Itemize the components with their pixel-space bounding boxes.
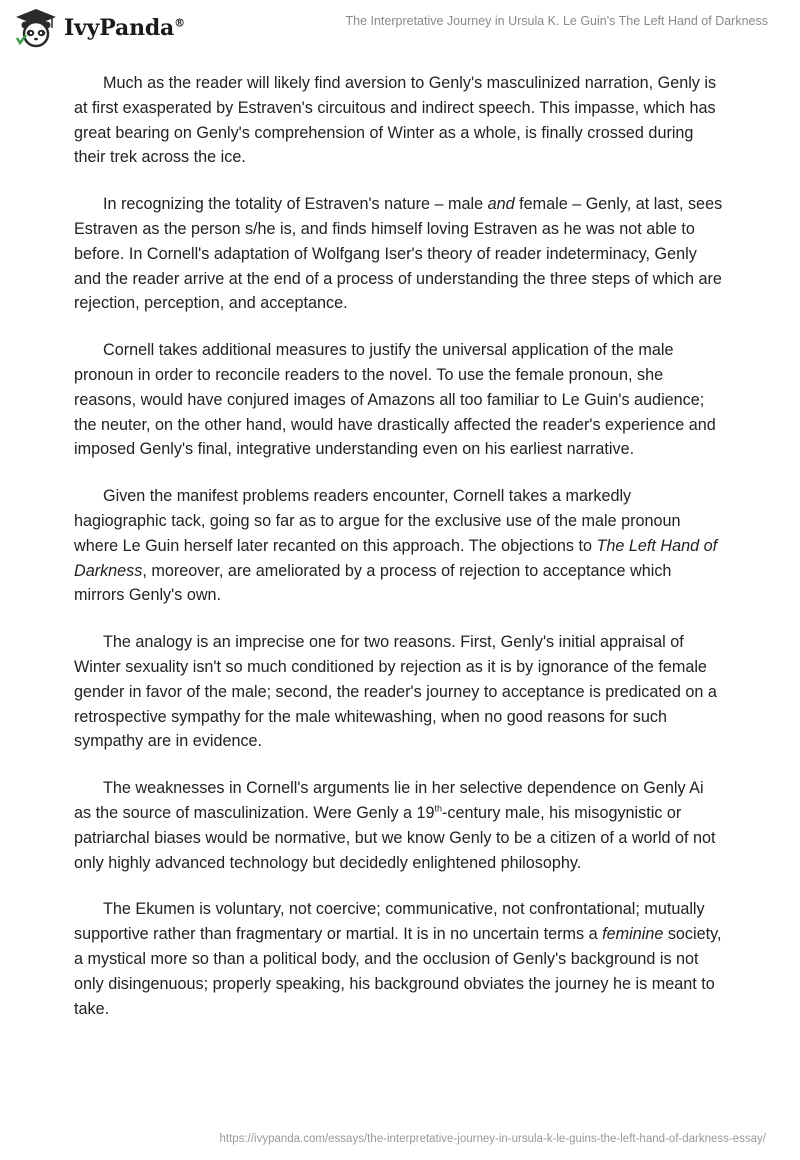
paragraph: The analogy is an imprecise one for two reasons. First, Genly's initial appraisal of Winter sexuality isn't so much conditioned by rejection as it is by ignorance of the female gender in favor of the male; second, the reader's journey to acceptance is predicated on a retrospective sympathy for the male whitewashing, when no good reasons for such sympathy are in evidence. — [74, 633, 717, 751]
document-title: The Interpretative Journey in Ursula K. Le Guin's The Left Hand of Darkness — [345, 14, 768, 28]
paragraph: Given the manifest problems readers encounter, Cornell takes a markedly hagiographic tack, going so far as to argue for the exclusive use of the male pronoun where Le Guin herself later recanted on this approach. The objections to The Left Hand of Darkness, moreover, are ameliorated by a process of rejection to acceptance which mirrors Genly's own. — [74, 487, 718, 605]
paragraph: Much as the reader will likely find aversion to Genly's masculinized narration, Genly is at first exasperated by Estraven's circuitous and indirect speech. This impasse, which has great bearing on Genly's comprehension of Winter as a whole, is finally crossed during their trek across the ice. — [74, 74, 717, 167]
essay-body — [74, 71, 724, 1043]
paragraph: Cornell takes additional measures to justify the universal application of the male pronoun in order to reconcile readers to the novel. To use the female pronoun, she reasons, would have conjured images of Amazons all too familiar to Le Guin's audience; the neuter, on the other hand, would have drastically affected the reader's experience and imposed Genly's final, integrative understanding even on his earliest narrative. — [74, 341, 716, 459]
panda-graduate-icon — [14, 8, 58, 48]
source-url-link[interactable]: https://ivypanda.com/essays/the-interpretative-journey-in-ursula-k-le-guins-the-left-hand-of-darkness-essay/ — [219, 1133, 766, 1145]
brand-name: IvyPanda® — [64, 15, 185, 41]
paragraph: The Ekumen is voluntary, not coercive; communicative, not confrontational; mutually supportive rather than fragmentary or martial. It is in no uncertain terms a feminine society, a mystical more so than a political body, and the occlusion of Genly's background is not only disingenuous; properly speaking, his background obviates the journey he is meant to take. — [74, 900, 722, 1018]
ivypanda-logo[interactable] — [14, 8, 185, 48]
paragraph: The weaknesses in Cornell's arguments lie in her selective dependence on Genly Ai as the source of masculinization. Were Genly a 19th-century male, his misogynistic or patriarchal biases would be normative, but we know Genly to be a citizen of a world of not only highly advanced technology but decidedly enlightened philosophy. — [74, 779, 716, 872]
paragraph: In recognizing the totality of Estraven's nature – male and female – Genly, at last, sees Estraven as the person s/he is, and finds himself loving Estraven as he was not able to before. In Cornell's adaptation of Wolfgang Iser's theory of reader indeterminacy, Genly and the reader arrive at the end of a process of understanding the three steps of which are rejection, perception, and acceptance. — [74, 195, 723, 313]
page-header — [0, 0, 800, 60]
